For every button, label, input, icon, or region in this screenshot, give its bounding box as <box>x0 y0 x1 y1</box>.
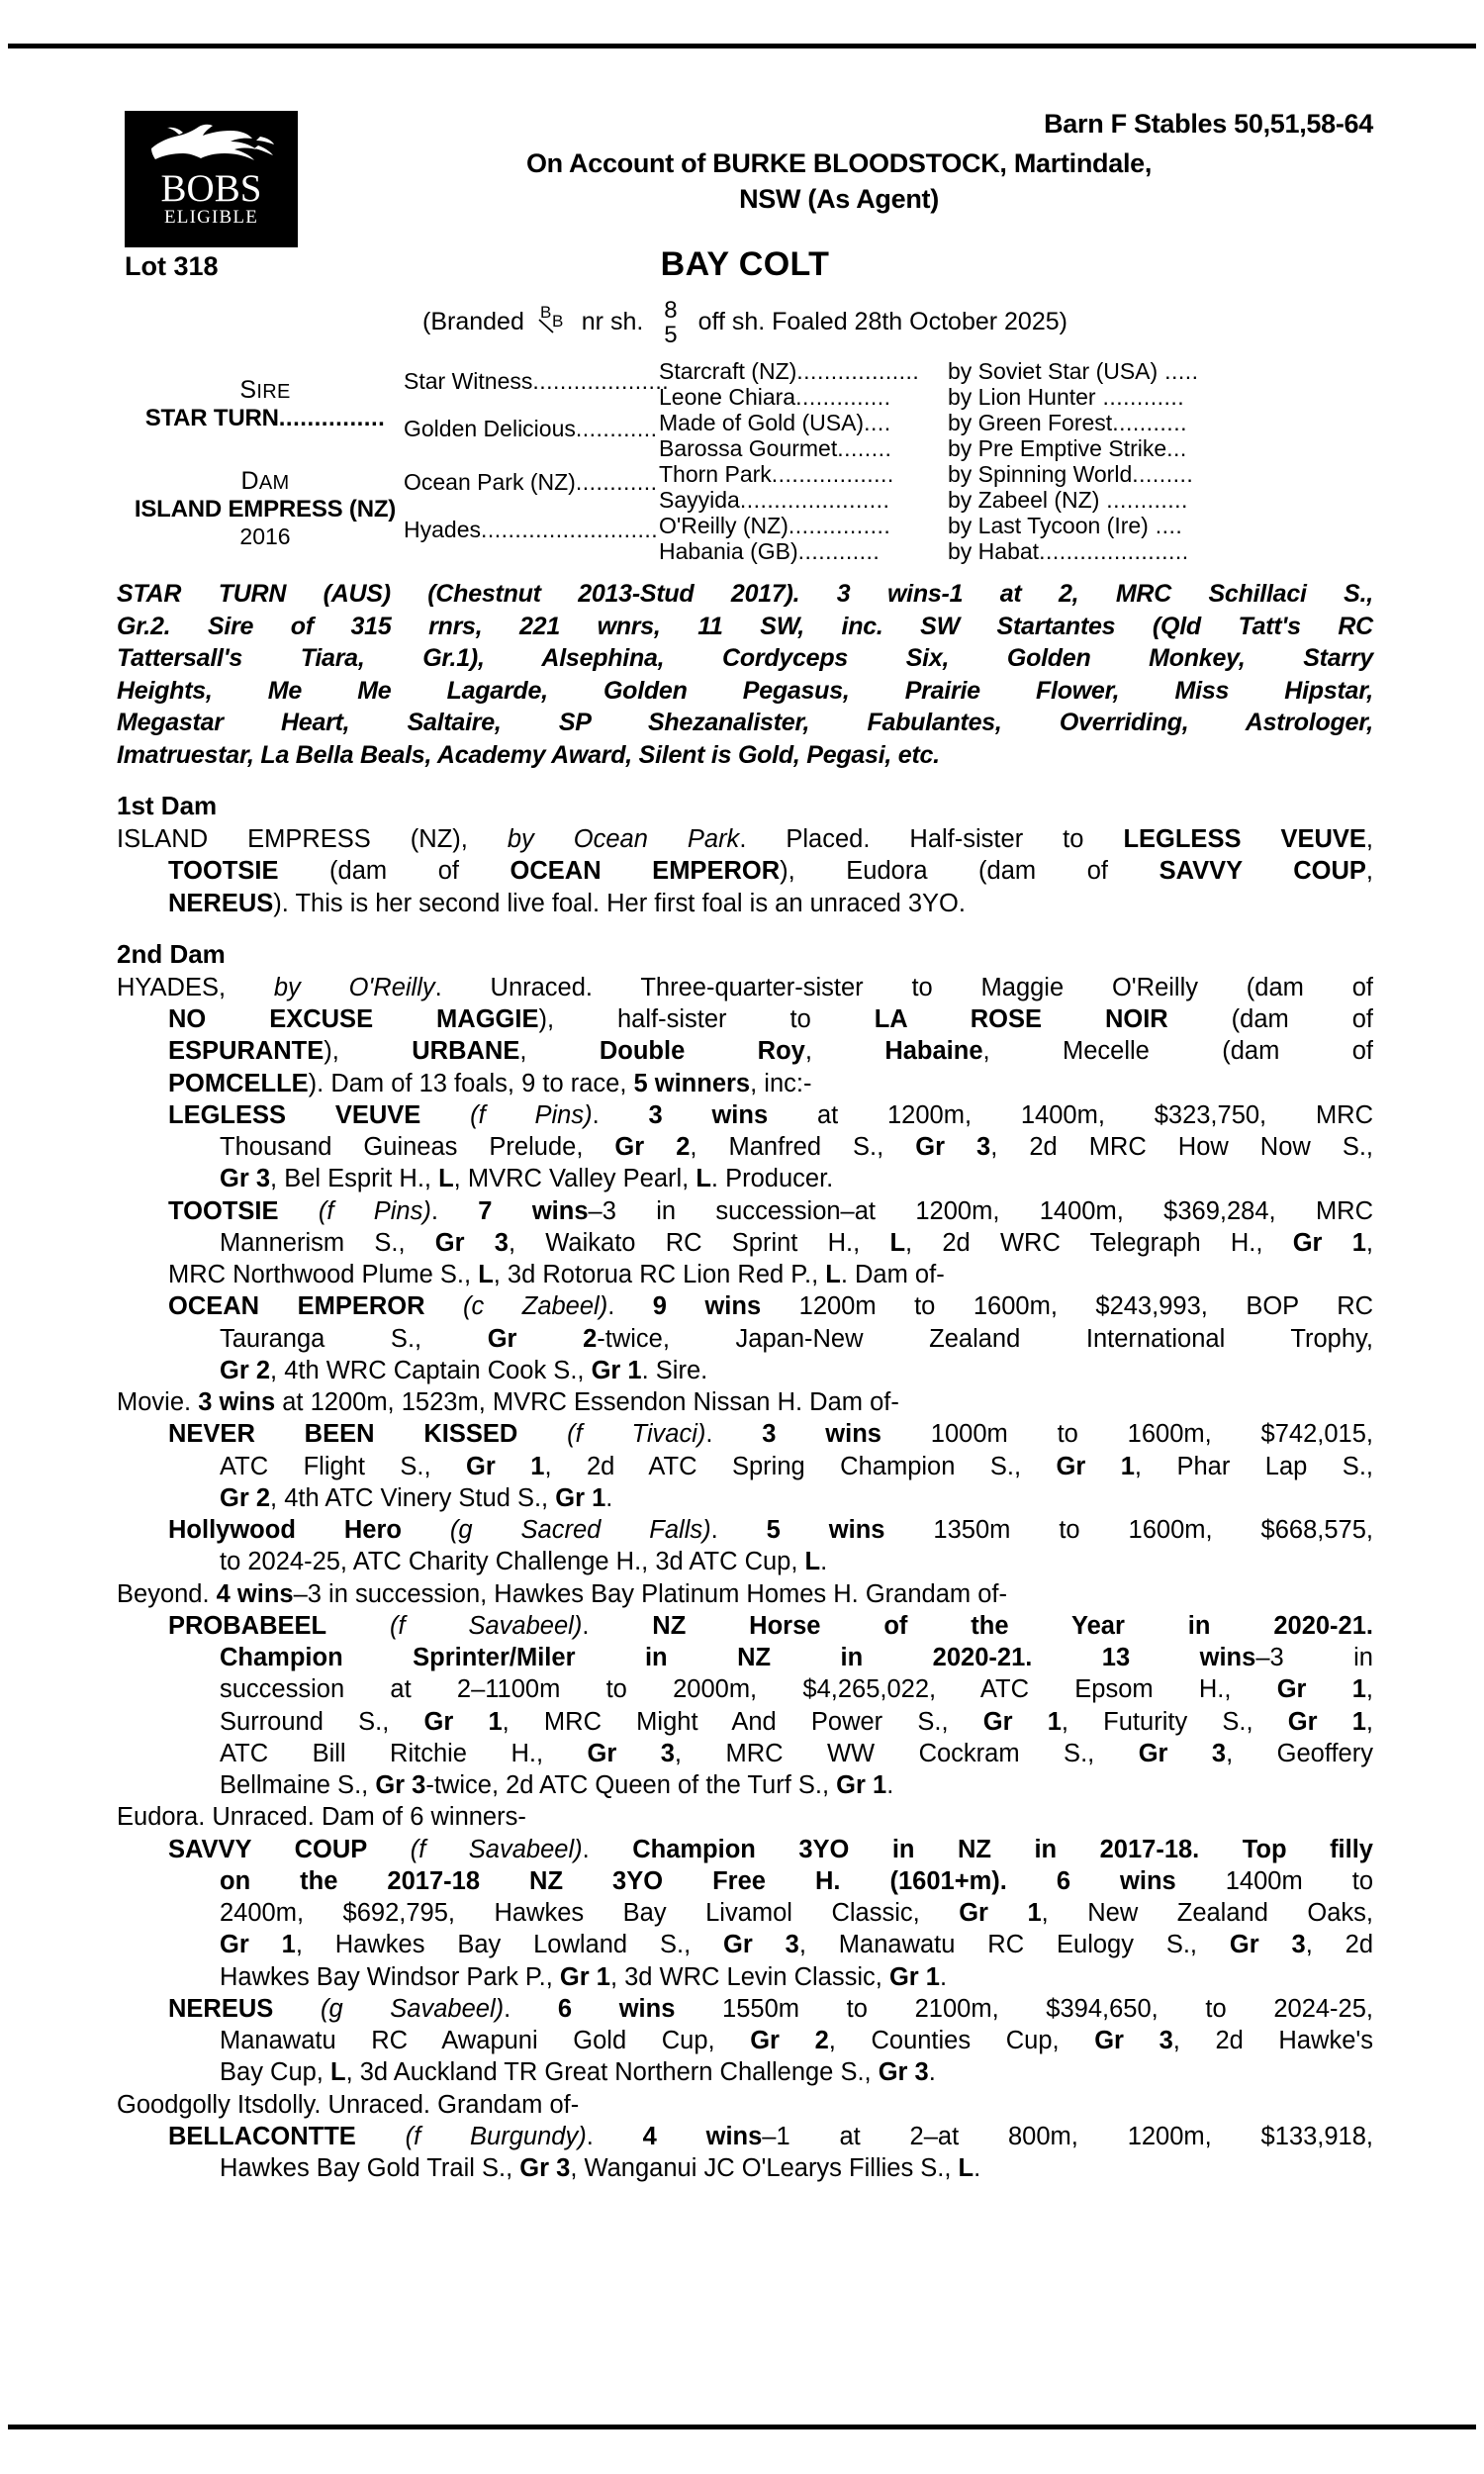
text-line: Goodgolly Itsdolly. Unraced. Grandam of- <box>117 2090 580 2119</box>
text-line: TOOTSIE (dam of OCEAN EMPEROR), Eudora (dam of SAVVY COUP, <box>168 857 1373 886</box>
pedigree-gen3-row: Habania (GB)............ <box>659 538 881 564</box>
barn-stables-label: Barn F Stables 50,51,58-64 <box>1044 109 1373 139</box>
text-line: succession at 2–1100m to 2000m, $4,265,022, ATC Epsom H., Gr 1, <box>220 1675 1373 1704</box>
pedigree-gen4-row: by Spinning World......... <box>948 461 1194 487</box>
pedigree-gen4-row: by Last Tycoon (Ire) .... <box>948 513 1183 538</box>
sire-summary-line: Tattersall's Tiara, Gr.1), Alsephina, Cordyceps Six, Golden Monkey, Starry <box>117 644 1373 672</box>
pedigree-gen3-row: Barossa Gourmet........ <box>659 435 892 461</box>
pedigree-gen4-row: by Zabeel (NZ) ............ <box>948 487 1188 513</box>
pedigree-gen3-row: Thorn Park.................. <box>659 461 894 487</box>
text-line: Hawkes Bay Gold Trail S., Gr 3, Wanganui JC O'Learys Fillies S., L. <box>220 2154 981 2182</box>
text-line: HYADES, by O'Reilly. Unraced. Three-quarter-sister to Maggie O'Reilly (dam of <box>117 973 1373 1001</box>
dam-year: 2016 <box>239 523 291 549</box>
dam-box <box>117 467 414 550</box>
text-line: NEREUS (g Savabeel). 6 wins 1550m to 2100m, $394,650, to 2024-25, <box>168 1994 1373 2023</box>
lot-title-row <box>117 245 1373 297</box>
pedigree-gen4-row: by Green Forest........... <box>948 410 1187 435</box>
first-dam-paragraph <box>117 823 1373 919</box>
pedigree-gen2-row: Ocean Park (NZ)............ <box>404 469 658 495</box>
bobs-eligible-logo <box>125 111 298 247</box>
text-line: Beyond. 4 wins–3 in succession, Hawkes Bay Platinum Homes H. Grandam of- <box>117 1579 1007 1608</box>
text-line: Thousand Guineas Prelude, Gr 2, Manfred S., Gr 3, 2d MRC How Now S., <box>220 1133 1374 1161</box>
brand-fraction-top: 8 <box>664 297 678 324</box>
sire-summary-line: Megastar Heart, Saltaire, SP Shezanalister, Fabulantes, Overriding, Astrologer, <box>117 709 1373 736</box>
brand-mark-bb-icon <box>534 302 574 341</box>
pedigree-gen3-row: Made of Gold (USA).... <box>659 410 891 435</box>
account-of-block <box>305 146 1373 217</box>
account-line-2: NSW (As Agent) <box>739 183 939 214</box>
pedigree-gen4-row: by Lion Hunter ............ <box>948 384 1185 410</box>
pedigree-gen2-row: Hyades.......................... <box>404 517 659 542</box>
text-line: Gr 2, 4th WRC Captain Cook S., Gr 1. Sire. <box>220 1356 708 1384</box>
svg-text:B: B <box>551 312 564 332</box>
text-line: ESPURANTE), URBANE, Double Roy, Habaine, Mecelle (dam of <box>168 1037 1374 1066</box>
text-line: Eudora. Unraced. Dam of 6 winners- <box>117 1803 526 1832</box>
text-line: LEGLESS VEUVE (f Pins). 3 wins at 1200m, 1400m, $323,750, MRC <box>168 1100 1374 1129</box>
brand-fraction-bottom: 5 <box>664 322 678 349</box>
pedigree-gen3-row: Starcraft (NZ).................. <box>659 358 920 384</box>
text-line: Bay Cup, L, 3d Auckland TR Great Northern Challenge S., Gr 3. <box>220 2058 936 2087</box>
text-line: PROBABEEL (f Savabeel). NZ Horse of the Year in 2020-21. <box>168 1611 1373 1640</box>
text-line: on the 2017-18 NZ 3YO Free H. (1601+m). 6 wins 1400m to <box>220 1866 1374 1895</box>
lot-number: Lot 318 <box>125 251 219 281</box>
text-line: Movie. 3 wins at 1200m, 1523m, MVRC Essendon Nissan H. Dam of- <box>117 1388 899 1416</box>
account-line-1: On Account of BURKE BLOODSTOCK, Martindale, <box>525 148 1153 178</box>
first-dam-heading: 1st Dam <box>117 791 218 820</box>
colour-and-sex: BAY COLT <box>660 245 830 283</box>
sire-box <box>117 376 414 432</box>
text-line: Manawatu RC Awapuni Gold Cup, Gr 2, Counties Cup, Gr 3, 2d Hawke's <box>220 2027 1373 2054</box>
text-line: Bellmaine S., Gr 3-twice, 2d ATC Queen of the Turf S., Gr 1. <box>220 1771 894 1799</box>
sire-summary-block <box>117 578 1373 771</box>
text-line: ATC Bill Ritchie H., Gr 3, MRC WW Cockram S., Gr 3, Geoffery <box>220 1739 1373 1767</box>
pedigree-gen4-row: by Pre Emptive Strike... <box>948 435 1187 461</box>
pedigree-gen3-row: O'Reilly (NZ)............... <box>659 513 891 538</box>
pedigree-gen4-row: by Habat...................... <box>948 538 1189 564</box>
text-line: MRC Northwood Plume S., L, 3d Rotorua RC Lion Red P., L. Dam of- <box>168 1261 945 1288</box>
bobs-logo-text: BOBS <box>160 167 262 210</box>
pedigree-table <box>117 358 1373 566</box>
page-bottom-rule <box>8 2425 1476 2429</box>
pedigree-gen3-row: Sayyida...................... <box>659 487 890 513</box>
pedigree-gen3-row: Leone Chiara.............. <box>659 384 891 410</box>
text-line: Gr 2, 4th ATC Vinery Stud S., Gr 1. <box>220 1483 613 1512</box>
brand-and-foaling-line <box>117 297 1373 352</box>
bobs-logo-subtitle: ELIGIBLE <box>163 207 259 229</box>
sire-summary-line: STAR TURN (AUS) (Chestnut 2013-Stud 2017). 3 wins-1 at 2, MRC Schillaci S., <box>117 580 1373 608</box>
dam-label: DAM <box>240 467 290 495</box>
sire-summary-line: Heights, Me Me Lagarde, Golden Pegasus, Prairie Flower, Miss Hipstar, <box>117 676 1373 705</box>
text-line: NEREUS). This is her second live foal. Her first foal is an unraced 3YO. <box>168 889 966 917</box>
text-line: Gr 3, Bel Esprit H., L, MVRC Valley Pearl, L. Producer. <box>220 1165 834 1193</box>
text-line: Surround S., Gr 1, MRC Might And Power S., Gr 1, Futurity S., Gr 1, <box>220 1707 1373 1736</box>
sire-name: STAR TURN............... <box>144 405 386 431</box>
pedigree-gen2-row: Golden Delicious............ <box>404 416 658 441</box>
page-content <box>117 89 1373 2184</box>
sire-summary-line: Gr.2. Sire of 315 rnrs, 221 wnrs, 11 SW, inc. SW Startantes (Qld Tatt's RC <box>117 612 1373 640</box>
sire-label: SIRE <box>239 376 291 404</box>
text-line: 2400m, $692,795, Hawkes Bay Livamol Classic, Gr 1, New Zealand Oaks, <box>220 1899 1373 1927</box>
svg-text:B: B <box>539 303 552 323</box>
brand-suffix-foaled: off sh. Foaled 28th October 2025) <box>697 307 1067 335</box>
text-line: NEVER BEEN KISSED (f Tivaci). 3 wins 1000m to 1600m, $742,015, <box>168 1420 1373 1449</box>
dam-name: ISLAND EMPRESS (NZ) <box>134 496 397 523</box>
pedigree-gen2-row: Star Witness.................... <box>404 368 670 394</box>
page-header <box>117 89 1373 247</box>
text-line: OCEAN EMPEROR (c Zabeel). 9 wins 1200m to 1600m, $243,993, BOP RC <box>168 1292 1374 1321</box>
branded-prefix: (Branded <box>422 307 524 335</box>
text-line: ATC Flight S., Gr 1, 2d ATC Spring Champion S., Gr 1, Phar Lap S., <box>220 1452 1373 1480</box>
pedigree-gen4-row: by Soviet Star (USA) ..... <box>948 358 1199 384</box>
text-line: to 2024-25, ATC Charity Challenge H., 3d ATC Cup, L. <box>220 1548 828 1576</box>
text-line: Gr 1, Hawkes Bay Lowland S., Gr 3, Manawatu RC Eulogy S., Gr 3, 2d <box>220 1931 1374 1959</box>
second-dam-paragraph <box>117 972 1373 2185</box>
text-line: Hawkes Bay Windsor Park P., Gr 1, 3d WRC Levin Classic, Gr 1. <box>220 1962 948 1991</box>
text-line: BELLACONTTE (f Burgundy). 4 wins–1 at 2–at 800m, 1200m, $133,918, <box>168 2122 1374 2150</box>
brand-near-side: nr sh. <box>581 307 644 335</box>
text-line: POMCELLE). Dam of 13 foals, 9 to race, 5 winners, inc:- <box>168 1069 812 1097</box>
sire-summary-line: Imatruestar, La Bella Beals, Academy Award, Silent is Gold, Pegasi, etc. <box>117 740 940 769</box>
text-line: Champion Sprinter/Miler in NZ in 2020-21. 13 wins–3 in <box>220 1644 1373 1671</box>
text-line: Hollywood Hero (g Sacred Falls). 5 wins 1350m to 1600m, $668,575, <box>168 1516 1373 1544</box>
text-line: SAVVY COUP (f Savabeel). Champion 3YO in NZ in 2017-18. Top filly <box>168 1835 1373 1863</box>
text-line: NO EXCUSE MAGGIE), half-sister to LA ROSE NOIR (dam of <box>168 1005 1373 1033</box>
brand-fraction <box>664 298 677 347</box>
text-line: Mannerism S., Gr 3, Waikato RC Sprint H., L, 2d WRC Telegraph H., Gr 1, <box>220 1228 1373 1257</box>
second-dam-heading: 2nd Dam <box>117 938 226 969</box>
text-line: Tauranga S., Gr 2-twice, Japan-New Zealand International Trophy, <box>220 1324 1373 1353</box>
horse-head-icon <box>149 123 274 168</box>
text-line: ISLAND EMPRESS (NZ), by Ocean Park. Placed. Half-sister to LEGLESS VEUVE, <box>117 825 1373 853</box>
page-top-rule <box>8 44 1476 48</box>
text-line: TOOTSIE (f Pins). 7 wins–3 in succession–at 1200m, 1400m, $369,284, MRC <box>168 1196 1374 1225</box>
